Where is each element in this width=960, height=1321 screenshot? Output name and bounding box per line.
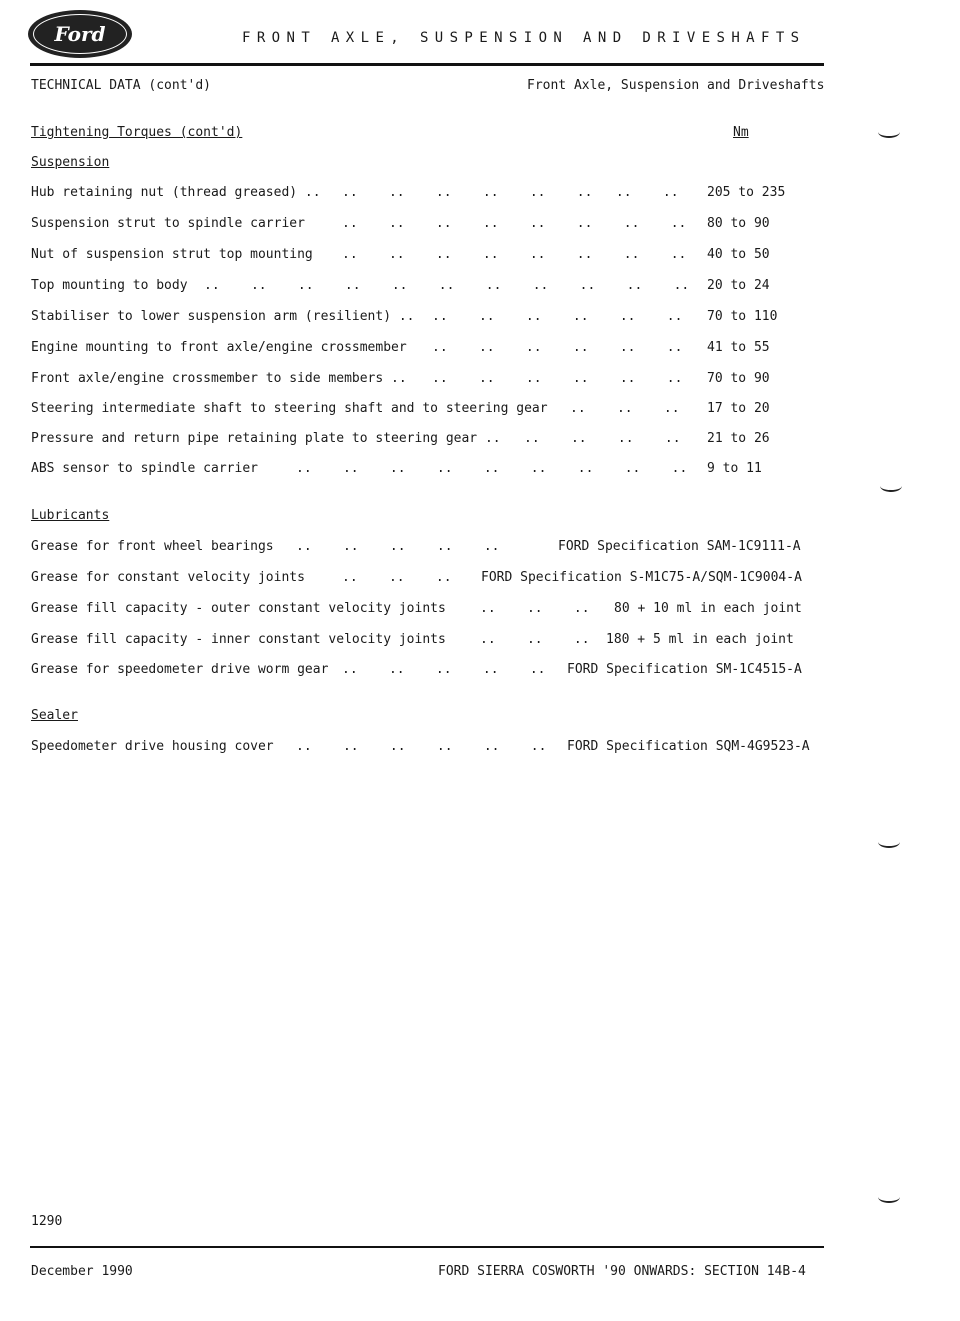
torque-value: 70 to 110 — [707, 309, 778, 324]
leader-dots: .. .. .. — [570, 401, 680, 416]
lubricant-label: Grease for front wheel bearings — [31, 539, 274, 554]
leader-dots: .. .. .. .. .. .. — [432, 340, 683, 355]
lubricant-row — [31, 570, 831, 588]
leader-dots: .. .. .. — [342, 570, 452, 585]
torque-row — [31, 278, 831, 296]
torque-row — [31, 216, 831, 234]
leader-dots: .. .. .. .. — [524, 431, 681, 446]
torque-value: 17 to 20 — [707, 401, 770, 416]
torque-label: Steering intermediate shaft to steering shaft and to steering gear — [31, 401, 548, 416]
leader-dots: .. .. .. .. .. .. — [432, 309, 683, 324]
torque-row — [31, 461, 831, 479]
torque-label: Suspension strut to spindle carrier — [31, 216, 305, 231]
lubricant-label: Grease for constant velocity joints — [31, 570, 305, 585]
lubricant-row — [31, 601, 831, 619]
torque-value: 41 to 55 — [707, 340, 770, 355]
torque-row — [31, 431, 831, 449]
lubricant-row — [31, 632, 831, 650]
torque-row — [31, 309, 831, 327]
section-label-right: Front Axle, Suspension and Driveshafts — [527, 78, 825, 93]
footer-date: December 1990 — [31, 1264, 133, 1279]
torque-value: 40 to 50 — [707, 247, 770, 262]
sealer-value: FORD Specification SQM-4G9523-A — [567, 739, 810, 754]
lubricant-value: FORD Specification SM-1C4515-A — [567, 662, 802, 677]
torque-value: 70 to 90 — [707, 371, 770, 386]
leader-dots: .. .. .. — [480, 601, 590, 616]
ford-logo — [28, 10, 132, 58]
section-label-left: TECHNICAL DATA (cont'd) — [31, 78, 212, 93]
lubricant-value: FORD Specification SAM-1C9111-A — [558, 539, 801, 554]
binding-mark — [880, 480, 902, 492]
torque-value: 205 to 235 — [707, 185, 786, 200]
ford-logo-text: Ford — [33, 14, 127, 54]
binding-mark — [878, 1191, 900, 1203]
binding-mark — [878, 126, 900, 138]
torque-label: Hub retaining nut (thread greased) .. — [31, 185, 321, 200]
lubricant-row — [31, 539, 831, 557]
torque-value: 9 to 11 — [707, 461, 762, 476]
page-number: 1290 — [31, 1214, 63, 1229]
torque-label: Top mounting to body — [31, 278, 188, 293]
torques-heading: Tightening Torques (cont'd) — [31, 125, 243, 140]
lubricant-value: FORD Specification S-M1C75-A/SQM-1C9004-A — [481, 570, 802, 585]
torque-row — [31, 340, 831, 358]
torque-value: 20 to 24 — [707, 278, 770, 293]
lubricant-value: 80 + 10 ml in each joint — [614, 601, 802, 616]
torque-row — [31, 185, 831, 203]
lubricant-label: Grease fill capacity - inner constant velocity joints — [31, 632, 446, 647]
footer-section: FORD SIERRA COSWORTH '90 ONWARDS: SECTION 14B-4 — [438, 1264, 806, 1279]
leader-dots: .. .. .. — [480, 632, 590, 647]
lubricant-label: Grease fill capacity - outer constant velocity joints — [31, 601, 446, 616]
leader-dots: .. .. .. .. .. .. — [296, 739, 547, 754]
torque-row — [31, 247, 831, 265]
leader-dots: .. .. .. .. .. .. .. .. .. — [296, 461, 688, 476]
torque-label: Pressure and return pipe retaining plate to steering gear .. — [31, 431, 501, 446]
sealer-label: Speedometer drive housing cover — [31, 739, 274, 754]
torques-unit: Nm — [733, 125, 749, 140]
torque-row — [31, 371, 831, 389]
torque-row — [31, 401, 831, 419]
lubricant-value: 180 + 5 ml in each joint — [606, 632, 794, 647]
torque-label: Front axle/engine crossmember to side members .. — [31, 371, 407, 386]
sealer-heading: Sealer — [31, 708, 78, 723]
torque-value: 21 to 26 — [707, 431, 770, 446]
footer-rule — [30, 1246, 824, 1248]
lubricants-heading: Lubricants — [31, 508, 110, 523]
header-rule — [30, 63, 824, 66]
leader-dots: .. .. .. .. .. .. .. .. — [342, 216, 687, 231]
torque-value: 80 to 90 — [707, 216, 770, 231]
leader-dots: .. .. .. .. .. .. .. .. — [342, 185, 679, 200]
page-header-title: FRONT AXLE, SUSPENSION AND DRIVESHAFTS — [242, 30, 806, 46]
leader-dots: .. .. .. .. .. .. .. .. — [342, 247, 687, 262]
torque-label: Stabiliser to lower suspension arm (resilient) .. — [31, 309, 415, 324]
lubricant-row — [31, 662, 831, 680]
sealer-row — [31, 739, 831, 757]
leader-dots: .. .. .. .. .. .. .. .. .. .. .. — [204, 278, 690, 293]
torque-label: Nut of suspension strut top mounting — [31, 247, 313, 262]
binding-mark — [878, 836, 900, 848]
leader-dots: .. .. .. .. .. .. — [432, 371, 683, 386]
torque-label: Engine mounting to front axle/engine crossmember — [31, 340, 407, 355]
leader-dots: .. .. .. .. .. — [342, 662, 546, 677]
torque-label: ABS sensor to spindle carrier — [31, 461, 258, 476]
lubricant-label: Grease for speedometer drive worm gear — [31, 662, 329, 677]
suspension-subheading: Suspension — [31, 155, 110, 170]
leader-dots: .. .. .. .. .. — [296, 539, 500, 554]
